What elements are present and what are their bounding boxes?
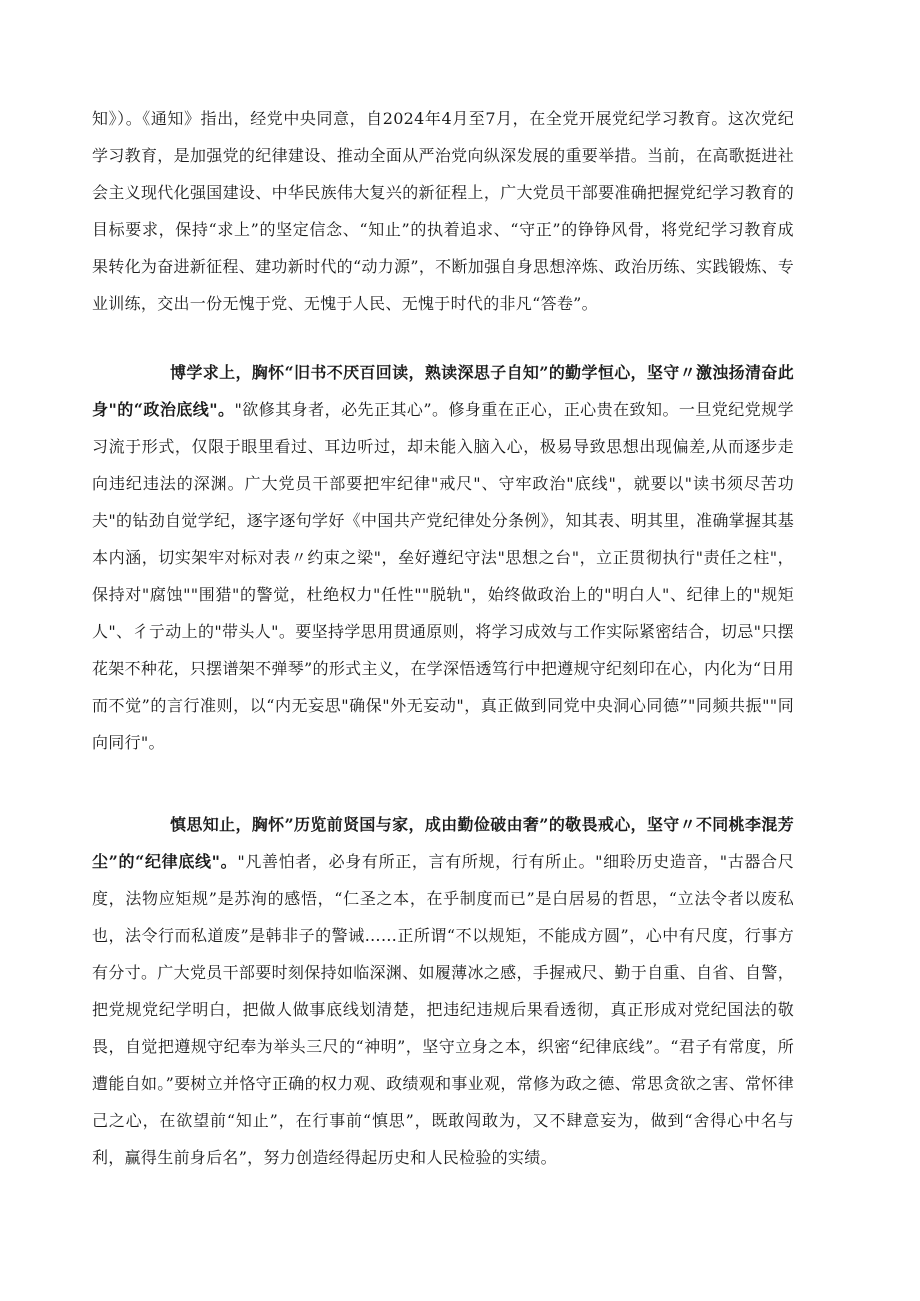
paragraph-discipline: [92, 806, 794, 1176]
paragraph-discipline-heading: 慎思知止，胸怀”历览前贤国与家，成由勤俭破由奢”的敬畏戒心，坚守〃不同桃李混芳尘”的“纪律底线"。: [92, 815, 794, 871]
paragraph-discipline-text: "凡善怕者，必身有所正，言有所规，行有所止。"细聆历史造音，"古器合尺度，法物应矩规”是苏洵的感悟，“仁圣之本，在乎制度而已”是白居易的哲思，“立法令者以废私也，法令行而私道废”是韩非子的警诫……正所谓“不以规矩，不能成方圆”，心中有尺度，行事方有分寸。广大党员干部要时刻保持如临深渊、如履薄冰之感，手握戒尺、勤于自重、自省、自警，把党规党纪学明白，把做人做事底线划清楚，把违纪违规后果看透彻，真正形成对党纪国法的敬畏，自觉把遵规守纪奉为举头三尺的“神明”，坚守立身之本，织密“纪律底线”。“君子有常度，所遭能自如。”要树立并恪守正确的权力观、政绩观和事业观，常修为政之德、常思贪欲之害、常怀律己之心，在欲望前“知止”，在行事前“慎思”，既敢闯敢为，又不肆意妄为，做到“舍得心中名与利，赢得生前身后名”，努力创造经得起历史和人民检验的实绩。: [92, 852, 794, 1167]
paragraph-intro-text: 知》）。《通知》指出，经党中央同意，自2024年4月至7月，在全党开展党纪学习教育。这次党纪学习教育，是加强党的纪律建设、推动全面从严治党向纵深发展的重要举措。当前，在高歌挺进社会主义现代化强国建设、中华民族伟大复兴的新征程上，广大党员干部要准确把握党纪学习教育的目标要求，保持“求上”的坚定信念、“知止”的执着追求、“守正”的铮铮风骨，将党纪学习教育成果转化为奋进新征程、建功新时代的“动力源”，不断加强自身思想淬炼、政治历练、实践锻炼、专业训练，交出一份无愧于党、无愧于人民、无愧于时代的非凡“答卷”。: [92, 109, 794, 313]
paragraph-intro: [92, 100, 794, 322]
paragraph-study-heading: 博学求上，胸怀“旧书不厌百回读，熟读深思子自知”的勤学恒心，坚守〃激浊扬清奋此身"的“政治底线"。: [92, 363, 794, 419]
paragraph-study: [92, 354, 794, 761]
paragraph-study-text: "欲修其身者，必先正其心”。修身重在正心，正心贵在致知。一旦党纪党规学习流于形式，仅限于眼里看过、耳边听过，却未能入脑入心，极易导致思想出现偏差,从而逐步走向违纪违法的深渊。广大党员干部要把牢纪律"戒尺"、守牢政治"底线"，就要以"读书须尽苦功夫"的钻劲自觉学纪，逐字逐句学好《中国共产党纪律处分条例》，知其表、明其里，准确掌握其基本内涵，切实架牢对标对表〃约束之梁"，垒好遵纪守法"思想之台"，立正贯彻执行"责任之柱"，保持对"腐蚀""围猎"的警觉，杜绝权力"任性""脱轨"，始终做政治上的"明白人"、纪律上的"规矩人"、彳亍动上的"带头人"。要坚持学思用贯通原则，将学习成效与工作实际紧密结合，切忌"只摆花架不种花，只摆谱架不弹琴”的形式主义，在学深悟透笃行中把遵规守纪刻印在心，内化为“日用而不觉”的言行准则，以“内无妄思"确保"外无妄动"，真正做到同党中央洞心同德”"同频共振""同向同行"。: [92, 400, 794, 752]
